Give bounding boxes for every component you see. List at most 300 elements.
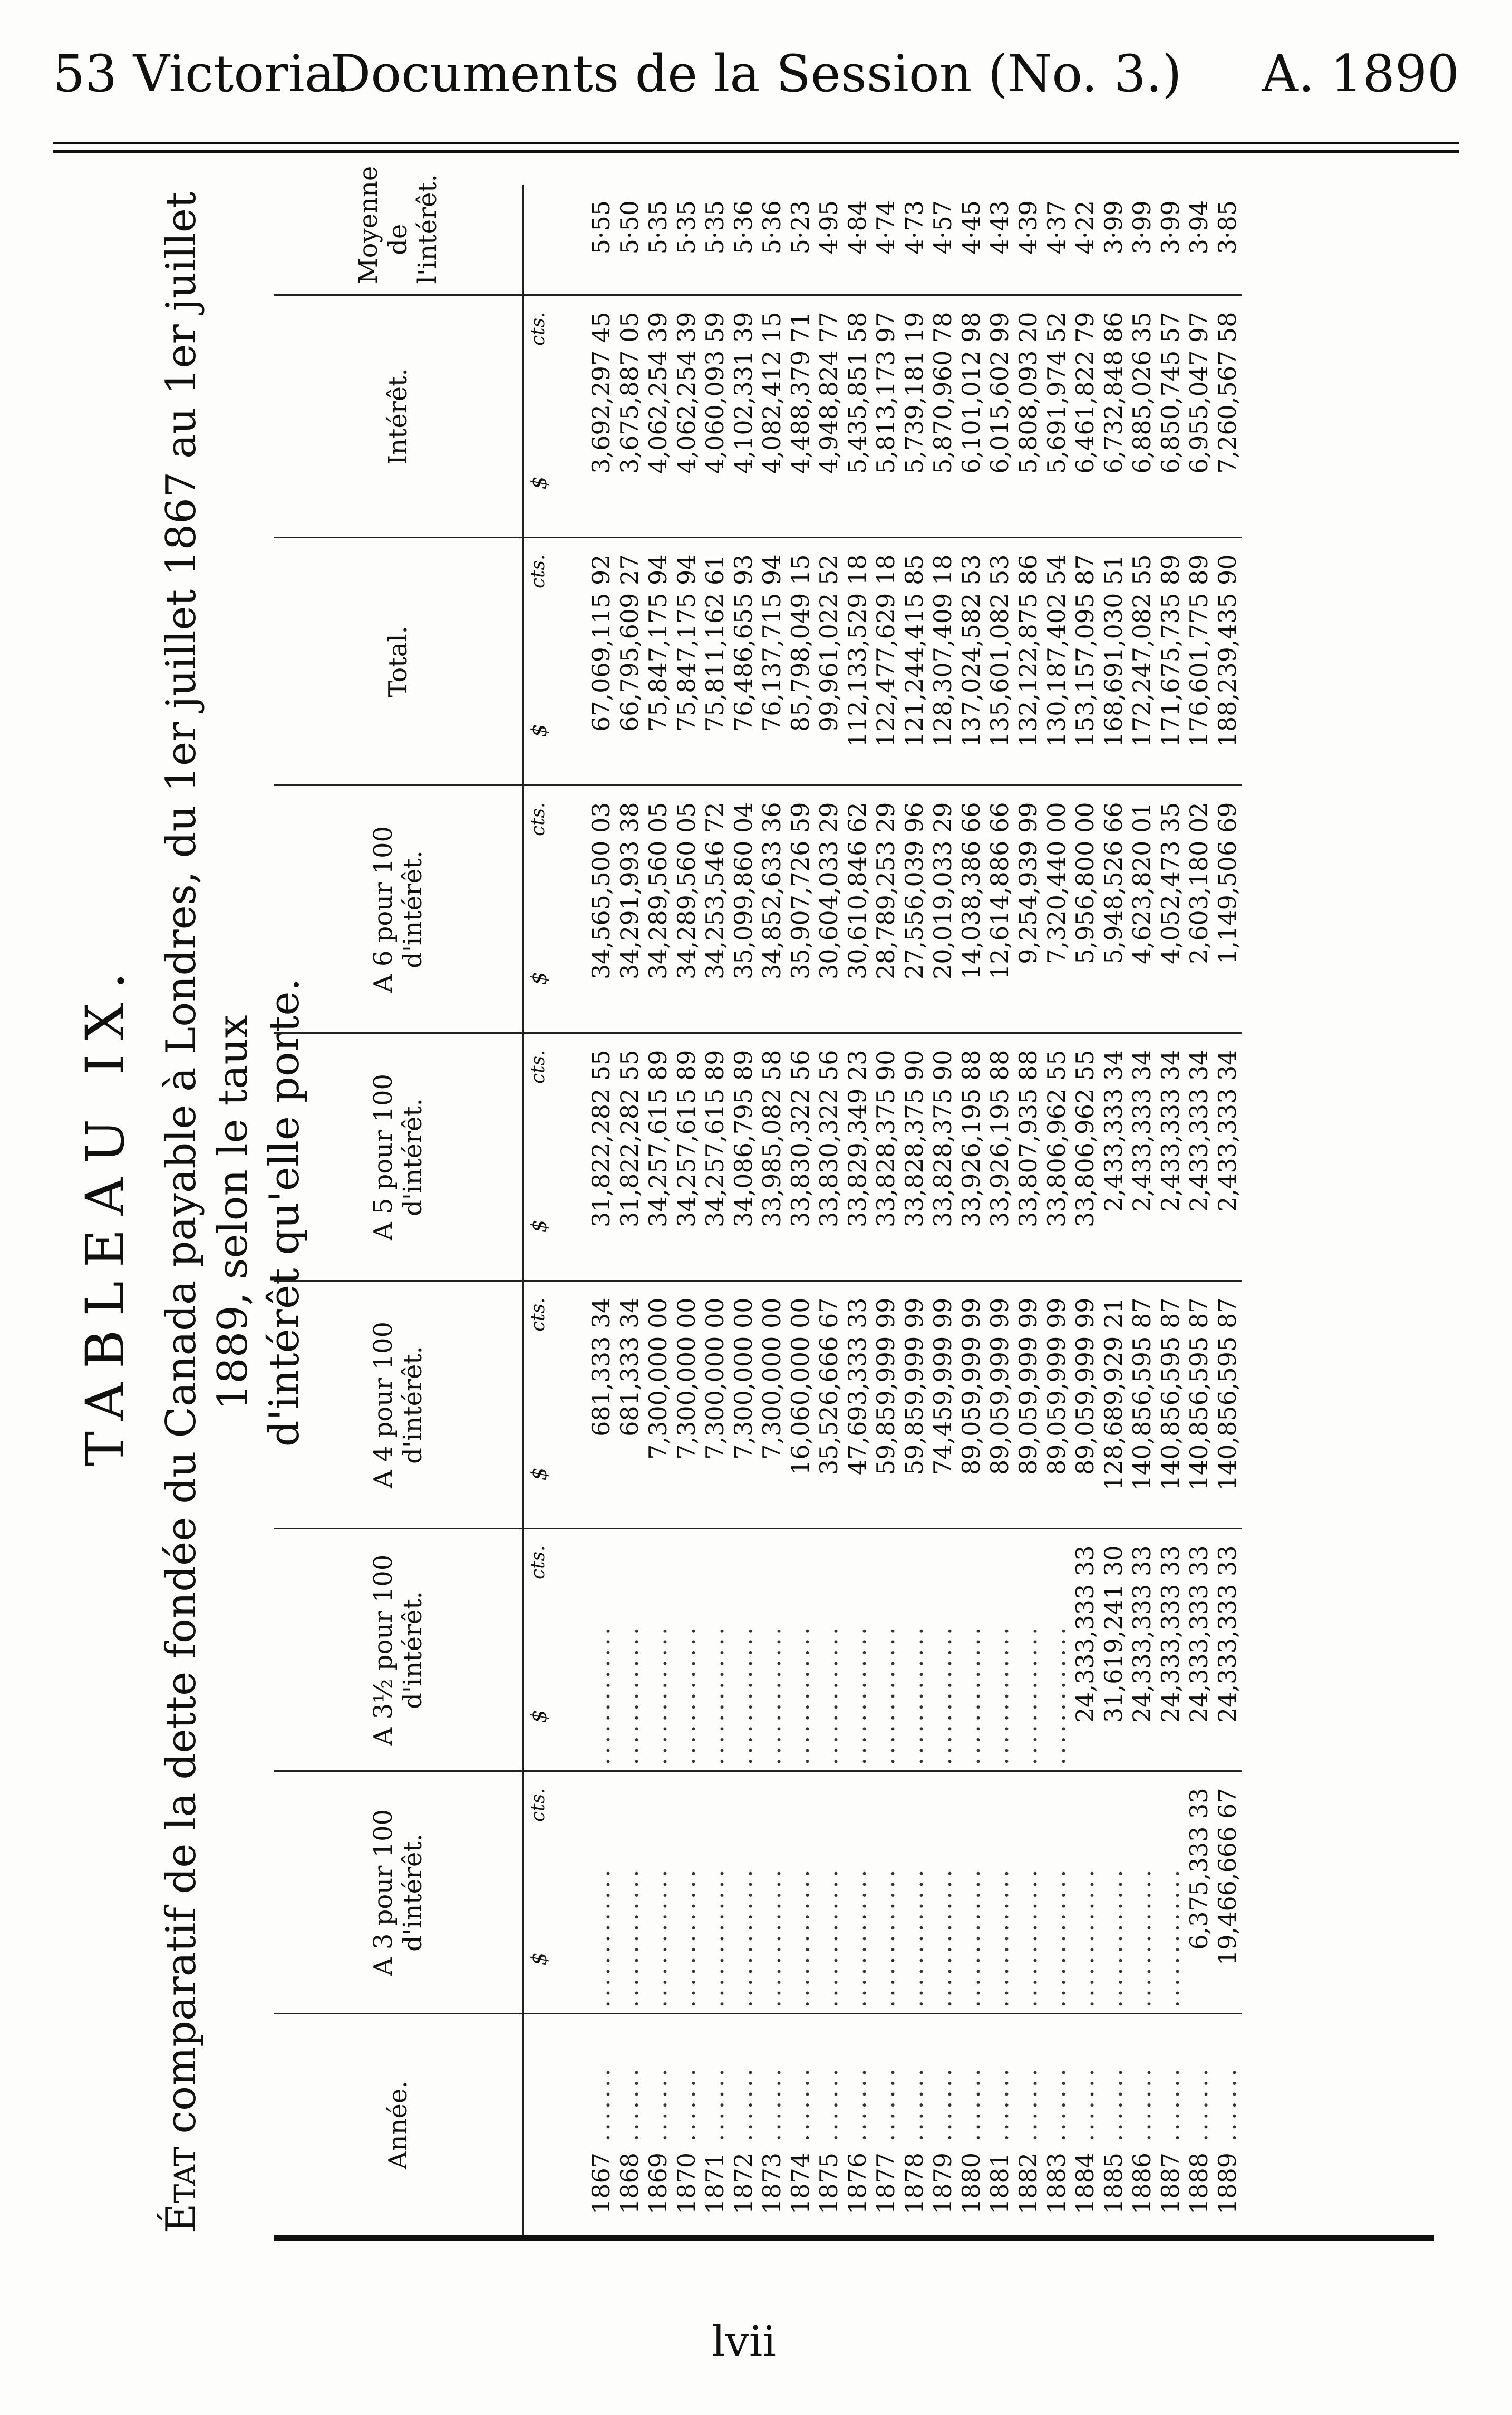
cell-6-percent: 12,614,886 66	[985, 785, 1014, 1033]
cell-3-percent: .............	[1128, 1771, 1156, 2014]
cell-3-5-percent: .............	[672, 1529, 701, 1771]
cell-5-percent: 31,822,282 55	[555, 1033, 615, 1281]
units-cell	[523, 785, 556, 1033]
cell-year: 1868 .......	[615, 2014, 644, 2235]
cell-year: 1876 .......	[843, 2014, 871, 2235]
header-series-year: A. 1890	[1262, 44, 1459, 103]
year-value: 1887	[1156, 2152, 1185, 2214]
year-value: 1877	[871, 2152, 900, 2214]
year-value: 1883	[1042, 2152, 1071, 2214]
cell-interest: 4,488,379 71	[786, 295, 815, 538]
cell-year: 1867 .......	[555, 2014, 615, 2235]
cell-3-5-percent: .............	[729, 1529, 758, 1771]
cell-average-interest: 3·99	[1099, 200, 1128, 255]
cell-interest: 4,102,331 39	[729, 295, 758, 538]
cell-year: 1879 .......	[928, 2014, 957, 2235]
cell-6-percent: 4,623,820 01	[1128, 785, 1156, 1033]
cell-3-percent: .............	[758, 1771, 786, 2014]
cell-6-percent: 5,948,526 66	[1099, 785, 1128, 1033]
year-value: 1882	[1014, 2152, 1042, 2214]
cell-5-percent: 33,830,322 56	[786, 1033, 815, 1281]
cell-6-percent: 30,610,846 62	[843, 785, 871, 1033]
column-header-3-5-percent: A 3½ pour 100 d'intérêt.	[274, 1529, 523, 1771]
cell-6-percent: 34,253,546 72	[701, 785, 729, 1033]
cell-5-percent: 2,433,333 34	[1128, 1033, 1156, 1281]
cell-5-percent: 2,433,333 34	[1185, 1033, 1213, 1281]
cell-year: 1870 .......	[672, 2014, 701, 2235]
cell-average-interest: 4·73	[900, 200, 928, 255]
cell-6-percent: 14,038,386 66	[957, 785, 985, 1033]
cell-3-percent: .............	[786, 1771, 815, 2014]
cell-6-percent: 34,291,993 38	[615, 785, 644, 1033]
cell-interest: 6,461,822 79	[1071, 295, 1099, 538]
cell-total: 135,601,082 53	[985, 538, 1014, 785]
cell-5-percent: 33,926,195 88	[957, 1033, 985, 1281]
cell-interest: 6,955,047 97	[1185, 295, 1213, 538]
cell-4-percent: 74,459,999 99	[928, 1281, 957, 1529]
cell-4-percent: 16,060,000 00	[786, 1281, 815, 1529]
column-header-4-percent: A 4 pour 100 d'intérêt.	[274, 1281, 523, 1529]
cell-5-percent: 2,433,333 34	[1099, 1033, 1128, 1281]
cell-3-percent: .............	[672, 1771, 701, 2014]
cell-3-5-percent: .............	[1042, 1529, 1071, 1771]
cell-4-percent: 140,856,595 87	[1128, 1281, 1156, 1529]
cell-5-percent: 33,926,195 88	[985, 1033, 1014, 1281]
cents-unit: cts.	[527, 802, 549, 837]
cell-4-percent: 89,059,999 99	[985, 1281, 1014, 1529]
cell-average-interest: 5·36	[729, 200, 758, 255]
cell-3-percent: .............	[701, 1771, 729, 2014]
cell-5-percent: 33,985,082 58	[758, 1033, 786, 1281]
cell-year: 1874 .......	[786, 2014, 815, 2235]
cell-5-percent: 2,433,333 34	[1156, 1033, 1185, 1281]
cell-3-5-percent: .............	[786, 1529, 815, 1771]
cell-year: 1881 .......	[985, 2014, 1014, 2235]
cell-3-percent: .............	[729, 1771, 758, 2014]
units-cell	[523, 1529, 556, 1771]
cell-4-percent: 59,859,999 99	[900, 1281, 928, 1529]
cell-3-percent: .............	[1071, 1771, 1099, 2014]
cell-total: 75,811,162 61	[701, 538, 729, 785]
cell-average-interest: 5·36	[758, 200, 786, 255]
cell-4-percent: 140,856,595 87	[1213, 1281, 1242, 1529]
cell-3-5-percent: .............	[615, 1529, 644, 1771]
cell-3-percent: .............	[615, 1771, 644, 2014]
cell-6-percent: 7,320,440 00	[1042, 785, 1071, 1033]
cell-5-percent: 33,806,962 55	[1071, 1033, 1099, 1281]
cell-average-interest: 5·35	[701, 200, 729, 255]
running-header	[53, 42, 1459, 105]
cell-average-interest: 3·99	[1156, 200, 1185, 255]
cell-3-5-percent: .............	[957, 1529, 985, 1771]
cell-year: 1877 .......	[871, 2014, 900, 2235]
cell-3-5-percent: .............	[644, 1529, 672, 1771]
year-value: 1886	[1128, 2152, 1156, 2214]
table-row	[758, 185, 786, 2235]
table-row	[815, 185, 843, 2235]
cell-3-percent: .............	[900, 1771, 928, 2014]
table-row	[985, 185, 1014, 2235]
year-value: 1880	[957, 2152, 985, 2214]
cell-6-percent: 2,603,180 02	[1185, 785, 1213, 1033]
units-cell	[523, 295, 556, 538]
cell-year: 1880 .......	[957, 2014, 985, 2235]
table-row	[701, 185, 729, 2235]
cell-4-percent: 681,333 34	[555, 1281, 615, 1529]
dollar-unit: $	[527, 1710, 551, 1723]
subtitle-prefix: État	[158, 2147, 205, 2234]
units-cell	[523, 538, 556, 785]
cents-unit: cts.	[527, 1788, 549, 1822]
cell-5-percent: 34,086,795 89	[729, 1033, 758, 1281]
cell-3-percent: .............	[957, 1771, 985, 2014]
table-row	[1099, 185, 1128, 2235]
cell-average-interest: 5·55	[587, 200, 615, 255]
cell-3-5-percent: 24,333,333 33	[1213, 1529, 1242, 1771]
cell-average-interest: 4·74	[871, 200, 900, 255]
cell-6-percent: 5,956,800 00	[1071, 785, 1099, 1033]
cell-interest: 3,675,887 05	[615, 295, 644, 538]
cell-6-percent: 1,149,506 69	[1213, 785, 1242, 1033]
cell-3-percent: .............	[928, 1771, 957, 2014]
cell-interest: 5,808,093 20	[1014, 295, 1042, 538]
table-row	[1185, 185, 1213, 2235]
cell-total: 112,133,529 18	[843, 538, 871, 785]
cell-3-5-percent: .............	[900, 1529, 928, 1771]
cell-4-percent: 7,300,000 00	[701, 1281, 729, 1529]
table-row	[1014, 185, 1042, 2235]
cell-total: 76,137,715 94	[758, 538, 786, 785]
year-value: 1875	[815, 2152, 843, 2214]
cell-4-percent: 89,059,999 99	[1071, 1281, 1099, 1529]
cell-3-5-percent: .............	[815, 1529, 843, 1771]
dollar-unit: $	[527, 972, 551, 985]
cell-interest: 6,101,012 98	[957, 295, 985, 538]
cell-3-5-percent: .............	[1014, 1529, 1042, 1771]
cell-average-interest: 4·95	[815, 200, 843, 255]
cell-3-5-percent: .............	[843, 1529, 871, 1771]
cell-4-percent: 35,526,666 67	[815, 1281, 843, 1529]
cell-total: 172,247,082 55	[1128, 538, 1156, 785]
table-row	[1213, 185, 1242, 2235]
cell-interest: 5,691,974 52	[1042, 295, 1071, 538]
cell-4-percent: 7,300,000 00	[672, 1281, 701, 1529]
cell-average-interest: 4·57	[928, 200, 957, 255]
cell-5-percent: 33,828,375 90	[871, 1033, 900, 1281]
cell-total: 66,795,609 27	[615, 538, 644, 785]
cell-total: 67,069,115 92	[555, 538, 615, 785]
cell-average-interest: 3·85	[1213, 200, 1242, 255]
cell-total: 176,601,775 89	[1185, 538, 1213, 785]
dollar-unit: $	[527, 1219, 551, 1233]
cell-average-interest: 5·35	[672, 200, 701, 255]
header-document-title: Documents de la Session (No. 3.)	[330, 44, 1182, 103]
header-rule-thin	[53, 142, 1459, 144]
cell-6-percent: 27,556,039 96	[900, 785, 928, 1033]
cell-6-percent: 4,052,473 35	[1156, 785, 1185, 1033]
cell-average-interest: 4·39	[1014, 200, 1042, 255]
cell-interest: 5,739,181 19	[900, 295, 928, 538]
cell-3-5-percent: 31,619,241 30	[1099, 1529, 1128, 1771]
column-header-average-interest: Moyenne de l'intérêt.	[274, 185, 523, 295]
header-rule-thick	[53, 150, 1459, 153]
cell-5-percent: 34,257,615 89	[701, 1033, 729, 1281]
cell-average-interest: 5·50	[615, 200, 644, 255]
cell-year: 1888 .......	[1185, 2014, 1213, 2235]
column-header-3-percent: A 3 pour 100 d'intérêt.	[274, 1771, 523, 2014]
cell-interest: 7,260,567 58	[1213, 295, 1242, 538]
column-header-6-percent: A 6 pour 100 d'intérêt.	[274, 785, 523, 1033]
cell-year: 1887 .......	[1156, 2014, 1185, 2235]
cell-interest: 4,060,093 59	[701, 295, 729, 538]
cell-3-5-percent: 24,333,333 33	[1128, 1529, 1156, 1771]
cell-4-percent: 140,856,595 87	[1185, 1281, 1213, 1529]
units-cell	[523, 1281, 556, 1529]
table-row	[843, 185, 871, 2235]
cell-total: 122,477,629 18	[871, 538, 900, 785]
cell-total: 137,024,582 53	[957, 538, 985, 785]
year-value: 1884	[1071, 2152, 1099, 2214]
cell-3-5-percent: 24,333,333 33	[1156, 1529, 1185, 1771]
cell-5-percent: 33,829,349 23	[843, 1033, 871, 1281]
cell-year: 1889 .......	[1213, 2014, 1242, 2235]
cell-total: 99,961,022 52	[815, 538, 843, 785]
cell-3-5-percent: .............	[871, 1529, 900, 1771]
subtitle-line-2: d'intérêt qu'elle porte.	[261, 978, 308, 1447]
table-frame	[274, 166, 1434, 2241]
cell-interest: 6,850,745 57	[1156, 295, 1185, 538]
cell-3-percent: .............	[1156, 1771, 1185, 2014]
cell-year: 1878 .......	[900, 2014, 928, 2235]
rotated-table-area	[63, 166, 1445, 2241]
cell-5-percent: 33,806,962 55	[1042, 1033, 1071, 1281]
cell-3-percent: .............	[815, 1771, 843, 2014]
table-row	[672, 185, 701, 2235]
table-row	[1128, 185, 1156, 2235]
cell-3-5-percent: .............	[555, 1529, 615, 1771]
cell-interest: 6,885,026 35	[1128, 295, 1156, 538]
cell-3-percent: .............	[843, 1771, 871, 2014]
cell-total: 132,122,875 86	[1014, 538, 1042, 785]
cell-5-percent: 34,257,615 89	[644, 1033, 672, 1281]
table-body	[555, 185, 1242, 2235]
cell-4-percent: 7,300,000 00	[644, 1281, 672, 1529]
table-row	[555, 185, 615, 2235]
cell-4-percent: 89,059,999 99	[1014, 1281, 1042, 1529]
year-value: 1878	[900, 2152, 928, 2214]
table-row	[729, 185, 758, 2235]
table-title: TABLEAU IX.	[74, 958, 136, 1467]
cell-5-percent: 33,828,375 90	[900, 1033, 928, 1281]
year-value: 1872	[729, 2152, 758, 2214]
cell-interest: 4,082,412 15	[758, 295, 786, 538]
cell-average-interest: 4·84	[843, 200, 871, 255]
cell-3-5-percent: 24,333,333 33	[1071, 1529, 1099, 1771]
cell-4-percent: 681,333 34	[615, 1281, 644, 1529]
year-value: 1874	[786, 2152, 815, 2214]
cell-6-percent: 30,604,033 29	[815, 785, 843, 1033]
year-value: 1876	[843, 2152, 871, 2214]
year-value: 1881	[985, 2152, 1014, 2214]
table-row	[1156, 185, 1185, 2235]
cell-total: 75,847,175 94	[672, 538, 701, 785]
dollar-unit: $	[527, 724, 551, 738]
cell-6-percent: 20,019,033 29	[928, 785, 957, 1033]
cell-average-interest: 3·99	[1128, 200, 1156, 255]
cell-average-interest: 3·94	[1185, 200, 1213, 255]
cents-unit: cts.	[527, 1545, 549, 1580]
cell-interest: 4,948,824 77	[815, 295, 843, 538]
cents-unit: cts.	[527, 312, 549, 346]
cell-year: 1883 .......	[1042, 2014, 1071, 2235]
cell-4-percent: 140,856,595 87	[1156, 1281, 1185, 1529]
column-header-year: Année.	[274, 2014, 523, 2235]
column-header-interest: Intérêt.	[274, 295, 523, 538]
table-row	[957, 185, 985, 2235]
cell-4-percent: 47,693,333 33	[843, 1281, 871, 1529]
cell-5-percent: 31,822,282 55	[615, 1033, 644, 1281]
year-value: 1870	[672, 2152, 701, 2214]
cell-6-percent: 9,254,939 99	[1014, 785, 1042, 1033]
cell-4-percent: 89,059,999 99	[1042, 1281, 1071, 1529]
year-value: 1869	[644, 2152, 672, 2214]
cell-average-interest: 4·22	[1071, 200, 1099, 255]
cell-4-percent: 89,059,999 99	[957, 1281, 985, 1529]
cell-year: 1886 .......	[1128, 2014, 1156, 2235]
cell-5-percent: 33,807,935 88	[1014, 1033, 1042, 1281]
cell-3-5-percent: .............	[928, 1529, 957, 1771]
cell-6-percent: 34,289,560 05	[644, 785, 672, 1033]
subtitle-line-1	[156, 185, 259, 2241]
year-value: 1867	[587, 2152, 615, 2214]
cell-year: 1875 .......	[815, 2014, 843, 2235]
table-row	[615, 185, 644, 2235]
cell-6-percent: 28,789,253 29	[871, 785, 900, 1033]
table-row	[1071, 185, 1099, 2235]
cell-6-percent: 35,099,860 04	[729, 785, 758, 1033]
cell-3-5-percent: .............	[758, 1529, 786, 1771]
cell-interest: 6,015,602 99	[985, 295, 1014, 538]
year-value: 1879	[928, 2152, 957, 2214]
dollar-unit: $	[527, 476, 551, 490]
header-row	[274, 185, 523, 2235]
units-cell-average	[523, 185, 556, 295]
cell-6-percent: 34,565,500 03	[555, 785, 615, 1033]
table-row	[928, 185, 957, 2235]
cell-year: 1873 .......	[758, 2014, 786, 2235]
debt-table	[274, 166, 1242, 2235]
cell-average-interest: 4·37	[1042, 200, 1071, 255]
cell-3-5-percent: .............	[985, 1529, 1014, 1771]
cell-5-percent: 33,830,322 56	[815, 1033, 843, 1281]
column-header-total: Total.	[274, 538, 523, 785]
cell-total: 75,847,175 94	[644, 538, 672, 785]
cell-average-interest: 4·45	[957, 200, 985, 255]
year-value: 1885	[1099, 2152, 1128, 2214]
cell-5-percent: 33,828,375 90	[928, 1033, 957, 1281]
dollar-unit: $	[527, 1467, 551, 1481]
year-value: 1889	[1213, 2152, 1242, 2214]
cell-interest: 5,870,960 78	[928, 295, 957, 538]
cell-interest: 5,813,173 97	[871, 295, 900, 538]
cell-3-percent: 19,466,666 67	[1213, 1771, 1242, 2014]
cell-3-percent: .............	[1014, 1771, 1042, 2014]
cell-total: 168,691,030 51	[1099, 538, 1128, 785]
cell-average-interest: 5·35	[644, 200, 672, 255]
year-value: 1888	[1185, 2152, 1213, 2214]
cell-3-percent: .............	[985, 1771, 1014, 2014]
cell-year: 1872 .......	[729, 2014, 758, 2235]
cell-total: 171,675,735 89	[1156, 538, 1185, 785]
cell-total: 153,157,095 87	[1071, 538, 1099, 785]
cell-3-percent: .............	[1042, 1771, 1071, 2014]
page-folio: lvii	[712, 2317, 776, 2366]
column-header-5-percent: A 5 pour 100 d'intérêt.	[274, 1033, 523, 1281]
cell-year: 1871 .......	[701, 2014, 729, 2235]
cents-unit: cts.	[527, 1050, 549, 1084]
cell-year: 1884 .......	[1071, 2014, 1099, 2235]
cell-total: 121,244,415 85	[900, 538, 928, 785]
cell-total: 130,187,402 54	[1042, 538, 1071, 785]
dollar-unit: $	[527, 1952, 551, 1966]
cell-total: 128,307,409 18	[928, 538, 957, 785]
year-value: 1868	[615, 2152, 644, 2214]
cell-total: 188,239,435 90	[1213, 538, 1242, 785]
cents-unit: cts.	[527, 1297, 549, 1332]
cell-3-5-percent: 24,333,333 33	[1185, 1529, 1213, 1771]
cell-interest: 4,062,254 39	[644, 295, 672, 538]
cell-5-percent: 2,433,333 34	[1213, 1033, 1242, 1281]
cell-3-percent: 6,375,333 33	[1185, 1771, 1213, 2014]
cell-4-percent: 128,689,929 21	[1099, 1281, 1128, 1529]
cell-4-percent: 7,300,000 00	[729, 1281, 758, 1529]
units-row	[523, 185, 556, 2235]
cell-5-percent: 34,257,615 89	[672, 1033, 701, 1281]
header-session-year: 53 Victoria.	[53, 44, 351, 103]
cell-3-percent: .............	[1099, 1771, 1128, 2014]
units-cell	[523, 1033, 556, 1281]
cell-3-percent: .............	[644, 1771, 672, 2014]
table-row	[1042, 185, 1071, 2235]
cell-total: 76,486,655 93	[729, 538, 758, 785]
table-row	[786, 185, 815, 2235]
cell-year: 1885 .......	[1099, 2014, 1128, 2235]
cell-year: 1869 .......	[644, 2014, 672, 2235]
cell-average-interest: 4·43	[985, 200, 1014, 255]
cell-interest: 4,062,254 39	[672, 295, 701, 538]
cell-3-percent: .............	[555, 1771, 615, 2014]
units-cell-year	[523, 2014, 556, 2235]
cell-interest: 3,692,297 45	[555, 295, 615, 538]
units-cell	[523, 1771, 556, 2014]
cell-interest: 6,732,848 86	[1099, 295, 1128, 538]
table-row	[644, 185, 672, 2235]
table-row	[900, 185, 928, 2235]
cents-unit: cts.	[527, 554, 549, 589]
cell-4-percent: 59,859,999 99	[871, 1281, 900, 1529]
table-row	[871, 185, 900, 2235]
cell-4-percent: 7,300,000 00	[758, 1281, 786, 1529]
cell-average-interest: 5·23	[786, 200, 815, 255]
year-value: 1873	[758, 2152, 786, 2214]
cell-6-percent: 34,289,560 05	[672, 785, 701, 1033]
cell-3-percent: .............	[871, 1771, 900, 2014]
cell-interest: 5,435,851 58	[843, 295, 871, 538]
cell-6-percent: 34,852,633 36	[758, 785, 786, 1033]
subtitle-line-1-text: comparatif de la dette fondée du Canada payable à Londres, du 1er juillet 1867 au 1er juillet 1889, selon le taux	[158, 191, 257, 2147]
cell-6-percent: 35,907,726 59	[786, 785, 815, 1033]
year-value: 1871	[701, 2152, 729, 2214]
